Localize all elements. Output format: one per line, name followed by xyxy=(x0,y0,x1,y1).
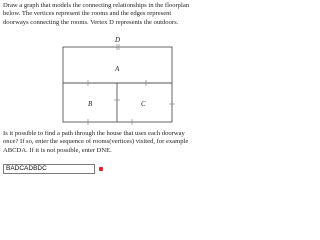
question-prompt: Is it possible to find a path through the house that uses each doorway once? If so, enter the sequence of rooms(vertices) visited, for example ABCDA. If it is not possible, enter DNE. xyxy=(3,130,189,154)
house-outer-wall xyxy=(63,47,172,122)
answer-input[interactable]: BADCADBDC xyxy=(3,164,95,174)
incorrect-mark-icon xyxy=(99,167,103,171)
vertex-label-c: C xyxy=(141,100,146,108)
vertex-label-b: B xyxy=(88,100,93,108)
question-instructions: Draw a graph that models the connecting relationships in the floorplan below. The vertices represent the rooms and the edges represent doorways connecting the rooms. Vertex D represents the outdoors. xyxy=(3,2,190,26)
vertex-label-a: A xyxy=(115,65,120,73)
vertex-label-d: D xyxy=(115,36,121,44)
